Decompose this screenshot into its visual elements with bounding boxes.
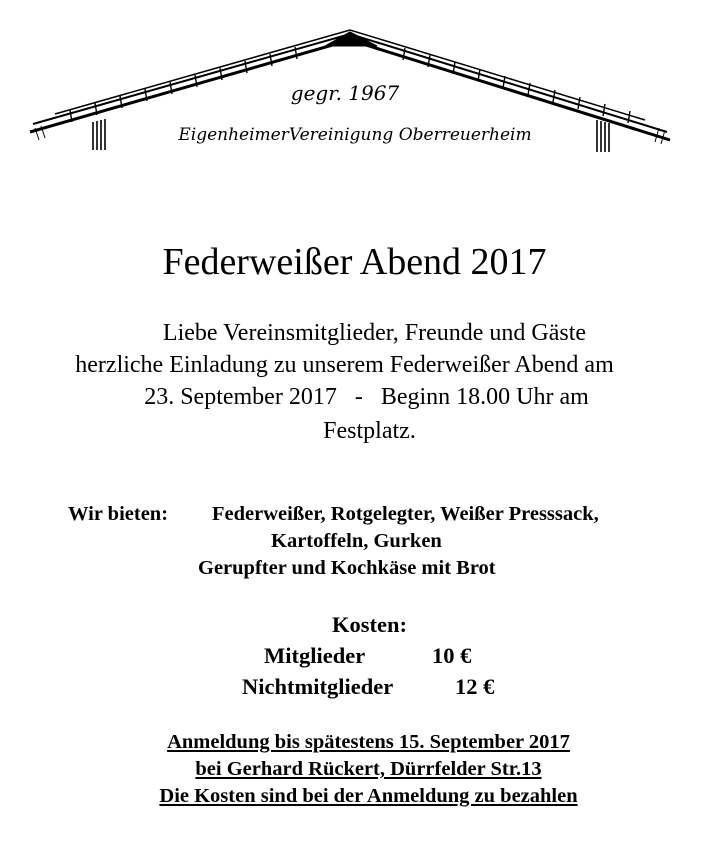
offer-label: Wir bieten: [68, 503, 169, 525]
costs-heading: Kosten: [332, 612, 407, 637]
registration-line-2: bei Gerhard Rückert, Dürrfelder Str.13 [195, 758, 542, 780]
registration-line-3: Die Kosten sind bei der Anmeldung zu bezahlen [159, 785, 578, 807]
members-price: 10 € [432, 643, 472, 668]
offer-line-2: Kartoffeln, Gurken [271, 530, 442, 552]
logo-founded-text: gegr. 1967 [290, 81, 400, 105]
page-title: Federweißer Abend 2017 [162, 241, 547, 283]
invitation-line-4: Festplatz. [323, 418, 416, 444]
invitation-line-1: Liebe Vereinsmitglieder, Freunde und Gäste [162, 320, 587, 346]
invitation-line-2: herzliche Einladung zu unserem Federweißer Abend am [75, 352, 614, 378]
association-logo [25, 28, 675, 188]
nonmembers-price: 12 € [455, 674, 495, 699]
logo-association-text: EigenheimerVereinigung Oberreuerheim [178, 125, 532, 145]
offer-line-3: Gerupfter und Kochkäse mit Brot [198, 557, 496, 579]
registration-line-1: Anmeldung bis spätestens 15. September 2017 [167, 731, 570, 753]
members-label: Mitglieder [264, 643, 366, 668]
nonmembers-label: Nichtmitglieder [242, 674, 394, 699]
invitation-line-3: 23. September 2017 - Beginn 18.00 Uhr am [144, 384, 589, 410]
offer-line-1: Federweißer, Rotgelegter, Weißer Presssack, [212, 503, 599, 525]
